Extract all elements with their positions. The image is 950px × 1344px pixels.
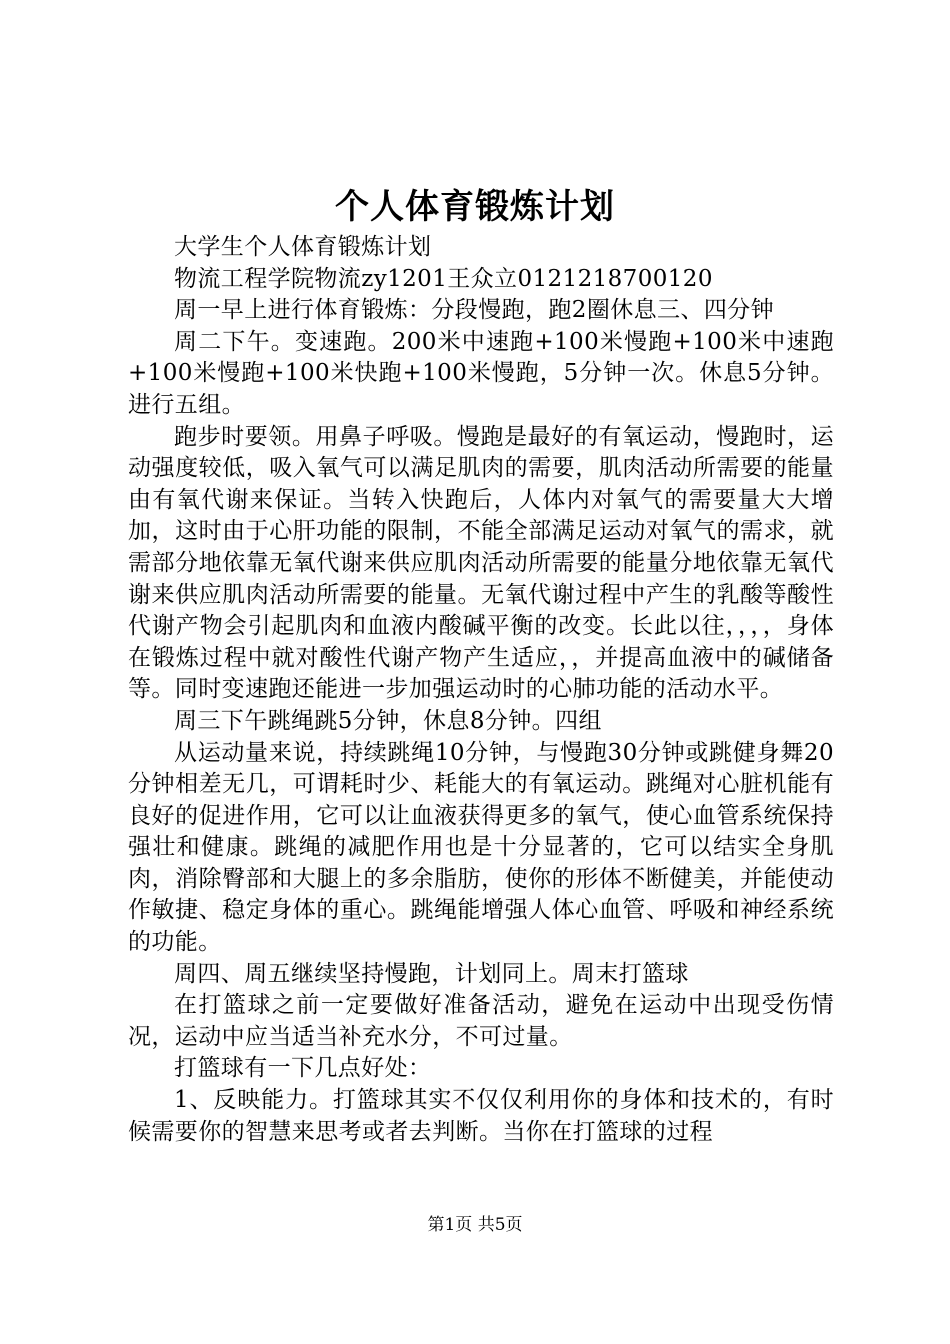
paragraph-jump-rope: 从运动量来说，持续跳绳10分钟，与慢跑30分钟或跳健身舞20分钟相差无几，可谓耗时少、耗能大的有氧运动。跳绳对心脏机能有良好的促进作用，它可以让血液获得更多的氧气，使心血管系统保持强壮和健康。跳绳的减肥作用也是十分显著的，它可以结实全身肌肉，消除臀部和大腿上的多余脂肪，使你的形体不断健美，并能使动作敏捷、稳定身体的重心。跳绳能增强人体心血管、呼吸和神经系统的功能。 bbox=[128, 739, 834, 956]
paragraph-basketball-prep: 在打篮球之前一定要做好准备活动，避免在运动中出现受伤情况，运动中应当适当补充水分，不可过量。 bbox=[128, 992, 834, 1050]
paragraph-monday: 周一早上进行体育锻炼：分段慢跑，跑2圈休息三、四分钟 bbox=[174, 297, 775, 324]
paragraph-basketball-benefits: 打篮球有一下几点好处： bbox=[174, 1055, 432, 1082]
document-body bbox=[128, 232, 834, 1148]
page-footer: 第1页 共5页 bbox=[427, 1215, 523, 1235]
paragraph-thursday-friday: 周四、周五继续坚持慢跑，计划同上。周末打篮球 bbox=[174, 960, 689, 987]
paragraph-tuesday: 周二下午。变速跑。200米中速跑+100米慢跑+100米中速跑+100米慢跑+100米快跑+100米慢跑，5分钟一次。休息5分钟。进行五组。 bbox=[128, 328, 834, 418]
document-title: 个人体育锻炼计划 bbox=[335, 187, 615, 227]
paragraph-wednesday: 周三下午跳绳跳5分钟，休息8分钟。四组 bbox=[174, 707, 602, 734]
paragraph-subtitle: 大学生个人体育锻炼计划 bbox=[174, 234, 432, 260]
paragraph-running-tips: 跑步时要领。用鼻子呼吸。慢跑是最好的有氧运动，慢跑时，运动强度较低，吸入氧气可以满足肌肉的需要，肌肉活动所需要的能量由有氧代谢来保证。当转入快跑后，人体内对氧气的需要量大大增加，这时由于心肝功能的限制，不能全部满足运动对氧气的需求，就需部分地依靠无氧代谢来供应肌肉活动所需要的能量分地依靠无氧代谢来供应肌肉活动所需要的能量。无氧代谢过程中产生的乳酸等酸性代谢产物会引起肌肉和血液内酸碱平衡的改变。长此以往，，，，身体在锻炼过程中就对酸性代谢产物产生适应，，并提高血液中的碱储备等。同时变速跑还能进一步加强运动时的心肺功能的活动水平。 bbox=[128, 423, 834, 703]
paragraph-author-info: 物流工程学院物流zy1201王众立0121218700120 bbox=[174, 265, 713, 292]
paragraph-reaction: 1、反映能力。打篮球其实不仅仅利用你的身体和技术的，有时候需要你的智慧来思考或者去判断。当你在打篮球的过程 bbox=[128, 1087, 834, 1145]
